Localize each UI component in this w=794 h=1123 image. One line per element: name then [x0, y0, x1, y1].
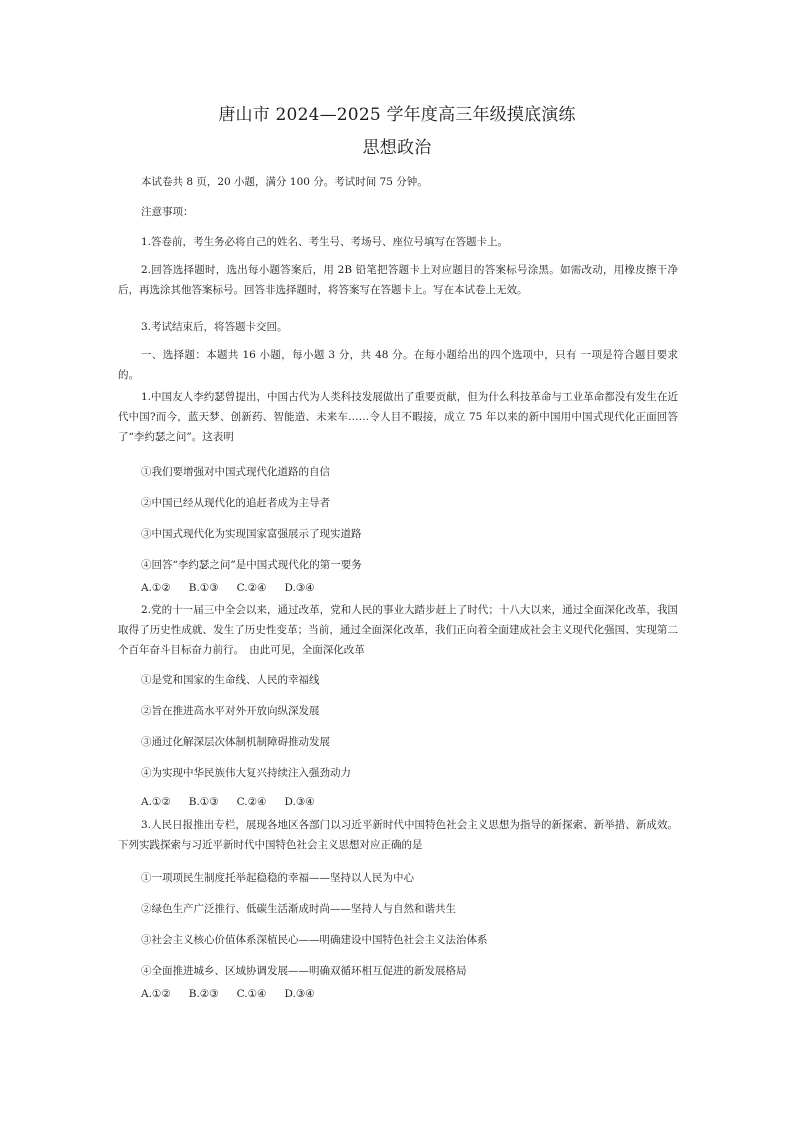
question-item: ③通过化解深层次体制机制障碍推动发展: [141, 736, 330, 748]
section-heading: 一、选择题：本题共 16 小题，每小题 3 分，共 48 分。在每小题给出的四个选项中，只有 一项是符合题目要求的。: [118, 349, 678, 381]
option-c: C.①④: [236, 988, 267, 1000]
question-item: ①是党和国家的生命线、人民的幸福线: [141, 674, 320, 686]
option-c: C.②④: [236, 796, 267, 808]
option-a: A.①②: [141, 582, 171, 594]
option-c: C.②④: [236, 582, 267, 594]
notice-item: 3.考试结束后，将答题卡交回。: [141, 321, 288, 333]
question-item: ②中国已经从现代化的追赶者成为主导者: [141, 497, 330, 509]
answer-options: [141, 987, 701, 1001]
option-d: D.③④: [284, 988, 315, 1000]
option-a: A.①②: [141, 988, 171, 1000]
option-a: A.①②: [141, 796, 171, 808]
option-b: B.①③: [188, 796, 219, 808]
question-stem: 1.中国友人李约瑟曾提出，中国古代为人类科技发展做出了重要贡献，但为什么科技革命与工业革命都没有发生在近代中国?而今，蓝天梦、创新药、智能造、未来车……令人目不暇接，成立 75 年以来的新中国用中国式现代化正面回答了“李约瑟之问”。这表明: [118, 391, 678, 443]
notice-item: 1.答卷前，考生务必将自己的姓名、考生号、考场号、座位号填写在答题卡上。: [141, 236, 509, 248]
question-item: ③社会主义核心价值体系深植民心——明确建设中国特色社会主义法治体系: [141, 934, 488, 946]
option-d: D.③④: [284, 582, 315, 594]
notice-item: 2.回答选择题时，选出每小题答案后，用 2B 铅笔把答题卡上对应题目的答案标号涂黑。如需改动，用橡皮擦干净后，再选涂其他答案标号。回答非选择题时，将答案写在答题卡上。写在本试卷上无效。: [118, 264, 678, 296]
question-stem: 2.党的十一届三中全会以来，通过改革，党和人民的事业大踏步赶上了时代；十八大以来，通过全面深化改革，我国取得了历史性成就、发生了历史性变革；当前，通过全面深化改革，我们正向着全面建成社会主义现代化强国、实现第二个百年奋斗目标奋力前行。 由此可见，全面深化改革: [118, 604, 678, 656]
question-item: ④回答“李约瑟之问”是中国式现代化的第一要务: [141, 559, 362, 571]
answer-options: [141, 581, 701, 595]
exam-subject: 思想政治: [362, 138, 432, 158]
option-b: B.②③: [188, 988, 219, 1000]
question-item: ①一项项民生制度托举起稳稳的幸福——坚持以人民为中心: [141, 872, 414, 884]
question-item: ④为实现中华民族伟大复兴持续注入强劲动力: [141, 767, 351, 779]
exam-title: 唐山市 2024—2025 学年度高三年级摸底演练: [218, 105, 576, 125]
question-item: ③中国式现代化为实现国家富强展示了现实道路: [141, 528, 362, 540]
question-item: ②绿色生产广泛推行、低碳生活渐成时尚——坚持人与自然和谐共生: [141, 903, 456, 915]
option-b: B.①③: [188, 582, 219, 594]
question-item: ④全面推进城乡、区域协调发展——明确双循环相互促进的新发展格局: [141, 965, 467, 977]
answer-options: [141, 795, 701, 809]
question-item: ②旨在推进高水平对外开放向纵深发展: [141, 705, 320, 717]
question-stem: 3.人民日报推出专栏，展现各地区各部门以习近平新时代中国特色社会主义思想为指导的新探索、新举措、新成效。下列实践探索与习近平新时代中国特色社会主义思想对应正确的是: [118, 819, 678, 851]
question-item: ①我们要增强对中国式现代化道路的自信: [141, 466, 330, 478]
exam-intro: 本试卷共 8 页，20 小题，满分 100 分。考试时间 75 分钟。: [141, 176, 428, 188]
notice-heading: 注意事项：: [141, 206, 194, 218]
option-d: D.③④: [284, 796, 315, 808]
